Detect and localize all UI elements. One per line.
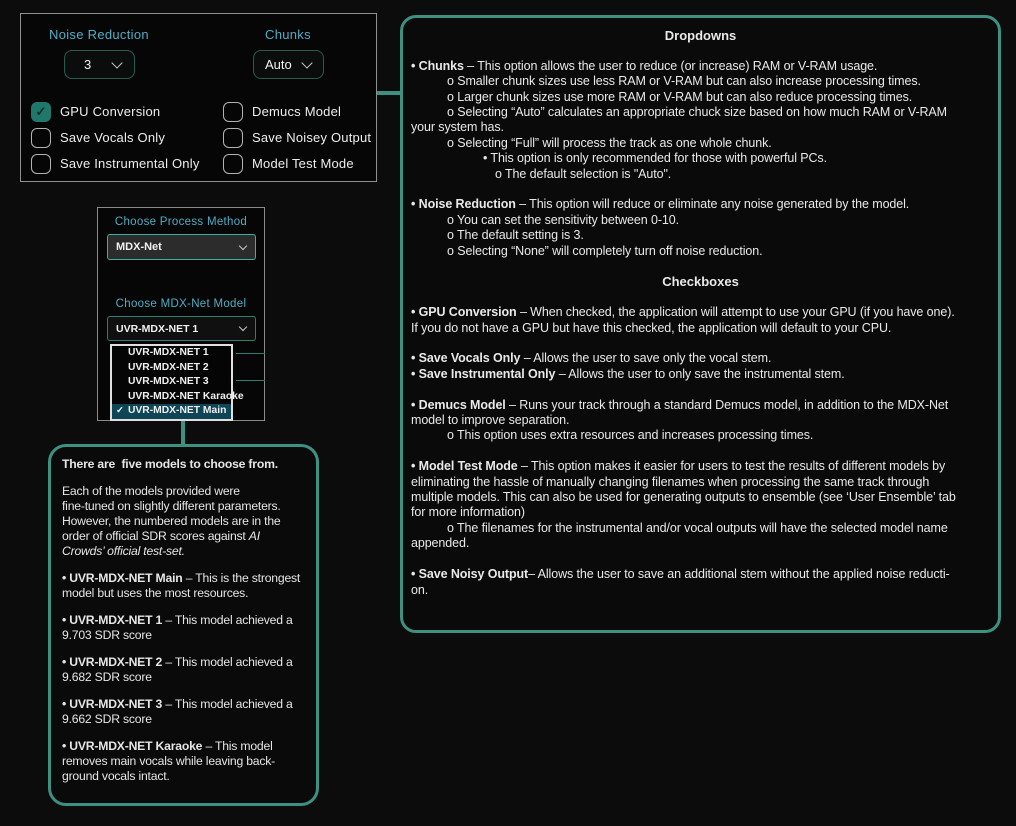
doc-line <box>411 213 990 228</box>
noise-reduction-value: 3 <box>84 57 92 72</box>
blank-line <box>411 382 990 397</box>
checkbox-save-noisey-output[interactable] <box>223 128 243 148</box>
text-segment: • Model Test Mode <box>411 459 521 474</box>
doc-line <box>62 754 305 769</box>
text-segment: • Save Instrumental Only <box>411 366 559 381</box>
text-segment: eliminating the hassle of manually changing filenames when processing the same track through <box>411 474 930 489</box>
checkbox-label: Model Test Mode <box>252 156 354 171</box>
text-segment: • GPU Conversion <box>411 305 520 320</box>
blank-line <box>411 336 990 351</box>
doc-line <box>62 586 305 601</box>
dropdown-option-uvr-mdx-net-main[interactable] <box>112 404 231 419</box>
text-segment: However, the numbered models are in the <box>62 514 281 528</box>
dropdown-option-uvr-mdx-net-karaoke[interactable] <box>112 390 244 405</box>
dropdown-option-uvr-mdx-net-1[interactable] <box>112 346 231 361</box>
text-segment: o Selecting “Full” will process the track as one whole chunk. <box>447 135 772 150</box>
process-method-panel <box>97 207 265 421</box>
doc-heading <box>411 274 990 289</box>
doc-line <box>411 136 990 151</box>
doc-line <box>411 536 990 551</box>
text-segment: – This model achieved a <box>165 655 293 669</box>
doc-line <box>411 413 990 428</box>
noise-reduction-select[interactable] <box>64 50 135 79</box>
separator-line <box>236 380 265 381</box>
chevron-down-icon <box>239 241 247 249</box>
dropdown-option-label: UVR-MDX-NET 3 <box>128 376 209 388</box>
doc-line <box>411 428 990 443</box>
doc-line <box>62 712 305 727</box>
process-method-select[interactable] <box>107 234 256 260</box>
text-segment: There are five models to choose from. <box>62 457 278 471</box>
blank-line <box>62 601 305 613</box>
text-segment: multiple models. This can also be used for generating outputs to ensemble (see ‘User Ensemble’ tab <box>411 490 956 505</box>
chunks-label: Chunks <box>265 27 311 42</box>
checkbox-label: Save Instrumental Only <box>60 156 200 171</box>
text-segment: – When checked, the application will attempt to use your GPU (if you have one). <box>519 305 955 320</box>
process-method-label: Choose Process Method <box>114 216 248 228</box>
text-segment: order of official SDR scores against <box>62 529 249 543</box>
doc-line <box>411 167 990 182</box>
chunks-value: Auto <box>265 57 292 72</box>
text-segment: • Save Noisy Output <box>411 567 529 582</box>
doc-line <box>411 490 990 505</box>
doc-line <box>411 583 990 598</box>
text-segment: o The default selection is "Auto". <box>495 166 672 181</box>
text-segment: • Noise Reduction <box>411 197 520 212</box>
blank-line <box>62 559 305 571</box>
doc-line <box>62 697 305 712</box>
text-segment: model but uses the most resources. <box>62 586 249 600</box>
doc-line <box>411 228 990 243</box>
options-panel <box>20 13 377 182</box>
doc-line <box>411 321 990 336</box>
text-segment: Checkboxes <box>662 274 739 290</box>
doc-line <box>411 74 990 89</box>
doc-line <box>62 457 305 472</box>
doc-line <box>62 739 305 754</box>
doc-line <box>411 475 990 490</box>
text-segment: o Selecting “None” will completely turn off noise reduction. <box>447 243 763 258</box>
text-segment: 9.682 SDR score <box>62 670 152 684</box>
text-segment: your system has. <box>411 120 504 135</box>
doc-line <box>411 398 990 413</box>
text-segment: – Runs your track through a standard Demucs model, in addition to the MDX-Net <box>509 397 949 412</box>
doc-line <box>411 459 990 474</box>
blank-line <box>62 727 305 739</box>
dropdowns-doc-panel <box>400 15 1001 633</box>
chevron-down-icon <box>301 57 312 68</box>
text-segment: • UVR-MDX-NET 3 <box>62 697 166 711</box>
text-segment: • UVR-MDX-NET Main <box>62 571 186 585</box>
text-segment: • UVR-MDX-NET Karaoke <box>62 739 206 753</box>
doc-line <box>411 521 990 536</box>
text-segment: o The filenames for the instrumental and/or vocal outputs will have the selected model name <box>447 520 948 535</box>
text-segment: • UVR-MDX-NET 2 <box>62 655 166 669</box>
mdx-model-select[interactable] <box>107 316 256 341</box>
blank-line <box>411 43 990 58</box>
text-segment: o This option uses extra resources and increases processing times. <box>447 428 814 443</box>
doc-line <box>411 105 990 120</box>
blank-line <box>411 552 990 567</box>
text-segment: for more information) <box>411 505 525 520</box>
checkbox-model-test-mode[interactable] <box>223 154 243 174</box>
blank-line <box>411 259 990 274</box>
blank-line <box>411 182 990 197</box>
doc-line <box>62 613 305 628</box>
doc-heading <box>411 28 990 43</box>
doc-line <box>62 769 305 784</box>
text-segment: o The default setting is 3. <box>447 228 584 243</box>
checkbox-row-save-instrumental-only[interactable] <box>31 153 200 174</box>
text-segment: o You can set the sensitivity between 0-10. <box>447 212 679 227</box>
separator-line <box>236 353 265 354</box>
doc-line <box>411 151 990 166</box>
checkbox-label: Save Noisey Output <box>252 130 372 145</box>
text-segment: – This model achieved a <box>165 613 293 627</box>
doc-line <box>411 367 990 382</box>
doc-line <box>411 244 990 259</box>
checkbox-label: Save Vocals Only <box>60 130 166 145</box>
doc-line <box>411 567 990 582</box>
text-segment: o Smaller chunk sizes use less RAM or V-RAM but can also increase processing times. <box>447 74 921 89</box>
chevron-down-icon <box>111 57 122 68</box>
text-segment: model to improve separation. <box>411 413 570 428</box>
checkbox-label: Demucs Model <box>252 104 342 119</box>
text-segment: • Save Vocals Only <box>411 351 524 366</box>
noise-reduction-label: Noise Reduction <box>49 27 149 42</box>
text-segment: – This model <box>205 739 273 753</box>
checkbox-row-gpu-conversion[interactable] <box>31 101 200 122</box>
text-segment: Dropdowns <box>664 28 737 43</box>
text-segment: If you do not have a GPU but have this checked, the application will default to your CPU. <box>411 320 892 335</box>
checkbox-row-save-noisey-output[interactable] <box>223 127 371 148</box>
text-segment: • Demucs Model <box>411 397 510 412</box>
doc-line <box>62 670 305 685</box>
checkbox-save-instrumental-only[interactable] <box>31 154 51 174</box>
text-segment: • UVR-MDX-NET 1 <box>62 613 166 627</box>
chunks-select[interactable] <box>253 50 324 79</box>
doc-line <box>62 529 305 544</box>
dropdown-option-label: UVR-MDX-NET 1 <box>128 347 209 358</box>
text-segment: removes main vocals while leaving back- <box>62 754 276 768</box>
checkbox-row-demucs-model[interactable] <box>223 101 371 122</box>
checkbox-column-left <box>31 101 200 179</box>
text-segment: – Allows the user to only save the instrumental stem. <box>558 366 845 381</box>
doc-line <box>411 90 990 105</box>
text-segment: o Larger chunk sizes use more RAM or V-RAM but can also reduce processing times. <box>447 89 913 104</box>
checkbox-save-vocals-only[interactable] <box>31 128 51 148</box>
doc-line <box>62 514 305 529</box>
checkbox-column-right <box>223 101 371 179</box>
text-segment: ground vocals intact. <box>62 769 170 783</box>
models-note-panel <box>48 444 319 806</box>
blank-line <box>411 290 990 305</box>
doc-line <box>411 305 990 320</box>
text-segment: o Selecting “Auto” calculates an appropriate chuck size based on how much RAM or V-RAM <box>447 105 947 120</box>
checkbox-demucs-model[interactable] <box>223 102 243 122</box>
doc-line <box>62 571 305 586</box>
doc-line <box>62 544 305 559</box>
connector-line-horizontal <box>377 91 401 95</box>
text-segment: Each of the models provided were <box>62 484 240 498</box>
doc-line <box>411 120 990 135</box>
dropdown-option-label: UVR-MDX-NET Main <box>128 405 227 417</box>
text-segment: – Allows the user to save only the vocal stem. <box>523 351 772 366</box>
dropdown-option-uvr-mdx-net-2[interactable] <box>112 361 231 376</box>
text-segment: – This is the strongest <box>185 571 301 585</box>
text-segment: 9.703 SDR score <box>62 628 152 642</box>
text-segment: appended. <box>411 536 470 551</box>
text-segment: fine-tuned on slightly different parameters. <box>62 499 281 513</box>
doc-line <box>62 655 305 670</box>
text-segment: – This model achieved a <box>165 697 293 711</box>
text-segment: AI <box>248 529 260 543</box>
text-segment: 9.662 SDR score <box>62 712 152 726</box>
doc-line <box>62 628 305 643</box>
doc-line <box>62 499 305 514</box>
blank-line <box>62 685 305 697</box>
blank-line <box>62 643 305 655</box>
text-segment: on. <box>411 582 429 597</box>
doc-line <box>411 505 990 520</box>
check-icon: ✓ <box>116 405 124 417</box>
chevron-down-icon <box>239 323 247 331</box>
doc-line <box>62 484 305 499</box>
text-segment: Crowds’ official test-set. <box>62 544 185 558</box>
dropdown-option-label: UVR-MDX-NET Karaoke <box>128 390 244 402</box>
text-segment: – This option allows the user to reduce (or increase) RAM or V-RAM usage. <box>467 58 878 73</box>
checkbox-row-save-vocals-only[interactable] <box>31 127 200 148</box>
blank-line <box>62 472 305 484</box>
process-method-value: MDX-Net <box>116 241 162 253</box>
dropdown-option-uvr-mdx-net-3[interactable] <box>112 375 231 390</box>
blank-line <box>411 444 990 459</box>
connector-line-vertical <box>181 421 185 444</box>
mdx-model-label: Choose MDX-Net Model <box>115 298 247 310</box>
text-segment: – This option makes it easier for users to test the results of different models by <box>521 459 946 474</box>
doc-line <box>411 59 990 74</box>
checkbox-row-model-test-mode[interactable] <box>223 153 371 174</box>
checked-checkbox-gpu-conversion[interactable]: ✓ <box>31 102 51 122</box>
doc-line <box>411 351 990 366</box>
mdx-model-dropdown-list <box>110 344 244 421</box>
doc-line <box>411 197 990 212</box>
text-segment: – Allows the user to save an additional stem without the applied noise reducti- <box>528 567 950 582</box>
checkbox-label: GPU Conversion <box>60 104 161 119</box>
mdx-model-value: UVR-MDX-NET 1 <box>116 322 199 335</box>
text-segment: • Chunks <box>411 58 468 73</box>
dropdown-option-label: UVR-MDX-NET 2 <box>128 361 209 373</box>
text-segment: • This option is only recommended for those with powerful PCs. <box>483 151 827 166</box>
text-segment: – This option will reduce or eliminate any noise generated by the model. <box>519 197 910 212</box>
